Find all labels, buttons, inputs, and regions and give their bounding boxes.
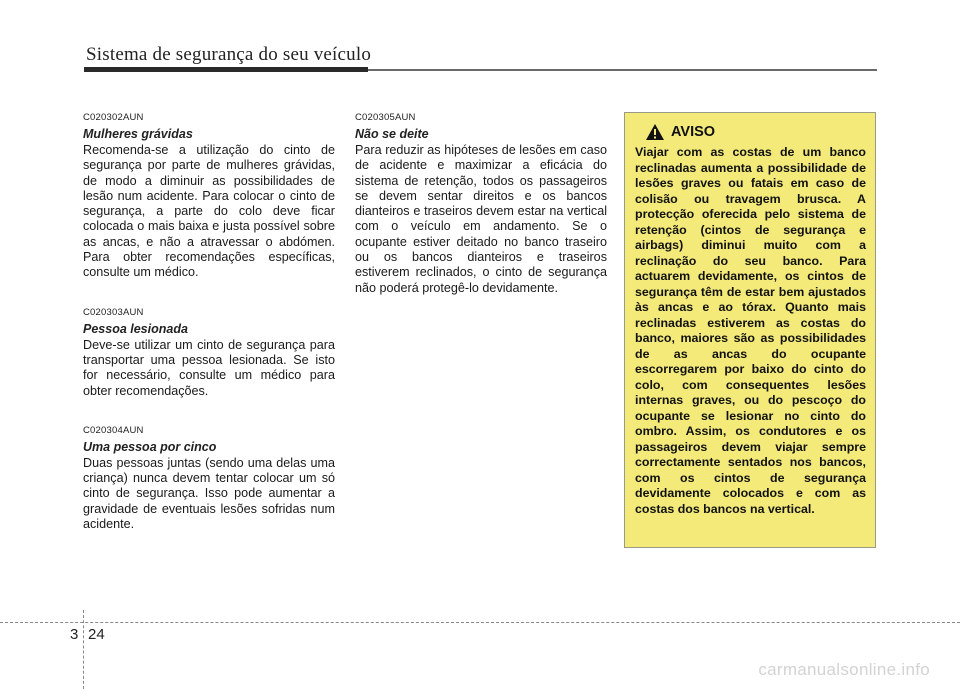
section-one-per-belt xyxy=(83,425,335,532)
section-title: Mulheres grávidas xyxy=(83,127,193,141)
warning-header xyxy=(645,123,866,141)
warning-title: AVISO xyxy=(671,124,716,140)
section-do-not-lie-down xyxy=(355,112,607,296)
footer-rule xyxy=(0,622,960,623)
footer-divider xyxy=(83,610,84,689)
section-code: C020305AUN xyxy=(355,112,416,123)
chapter-number: 3 xyxy=(70,626,79,643)
section-title: Pessoa lesionada xyxy=(83,321,188,336)
section-text: Recomenda-se a utilização do cinto de segurança por parte de mulheres grávidas, de modo a diminuir as possibilidades de lesão num acidente. Para colocar o cinto de segurança, a parte do colo deve ficar colocada o mais baixa e justa possível sobre as ancas, e não a atravessar o abdómen. Para obter recomendações específicas, consulte um médico. xyxy=(83,143,335,280)
section-code: C020304AUN xyxy=(83,424,144,436)
header-rule-dark xyxy=(84,67,368,72)
watermark: carmanualsonline.info xyxy=(758,660,930,679)
section-code: C020303AUN xyxy=(83,306,144,318)
section-title: Não se deite xyxy=(355,127,429,141)
page-header-title: Sistema de segurança do seu veículo xyxy=(86,44,372,65)
warning-triangle-icon xyxy=(645,123,665,141)
warning-text: Viajar com as costas de um banco reclinadas aumenta a possibilidade de lesões graves ou fatais em caso de colisão ou travagem brusca. A protecção oferecida pelo sistema de retenção (cintos de segurança e airbags) diminui muito com a reclinação do seu banco. Para actuarem devidamente, os cintos de segurança têm de estar bem ajustados às ancas e ao tórax. Quanto mais reclinadas estiverem as costas do banco, maiores são as possibilidades de as ancas do ocupante escorregarem por baixo do cinto do colo, com consequentes lesões internas graves, ou do pescoço do ocupante se lesionar no cinto do ombro. Assim, os condutores e os passageiros devem viajar sempre correctamente sentados nos bancos, com os cintos de segurança devidamente colocados e com as costas dos bancos na vertical. xyxy=(635,145,866,516)
middle-column xyxy=(355,112,607,296)
section-text: Para reduzir as hipóteses de lesões em caso de acidente e maximizar a eficácia do sistema de retenção, todos os passageiros se devem sentar direitos e os bancos dianteiros e traseiros devem estar na vertical com o veículo em andamento. Se o ocupante estiver deitado no banco traseiro ou os bancos dianteiros e traseiros estiverem reclinados, o cinto de segurança não poderá protegê-lo devidamente. xyxy=(355,143,607,295)
section-pregnant xyxy=(83,112,335,281)
section-injured xyxy=(83,307,335,399)
section-code: C020302AUN xyxy=(83,112,144,123)
section-text: Duas pessoas juntas (sendo uma delas uma criança) nunca devem tentar colocar um só cinto de segurança. Isso pode aumentar a gravidade de eventuais lesões sofridas num acidente. xyxy=(83,455,335,532)
header-rule-light xyxy=(368,69,877,71)
page-number: 24 xyxy=(88,626,105,643)
section-text: Deve-se utilizar um cinto de segurança para transportar uma pessoa lesionada. Se isto for necessário, consulte um médico para obter recomendações. xyxy=(83,337,335,398)
section-title: Uma pessoa por cinco xyxy=(83,439,217,454)
left-column xyxy=(83,112,335,532)
warning-box xyxy=(624,112,876,548)
